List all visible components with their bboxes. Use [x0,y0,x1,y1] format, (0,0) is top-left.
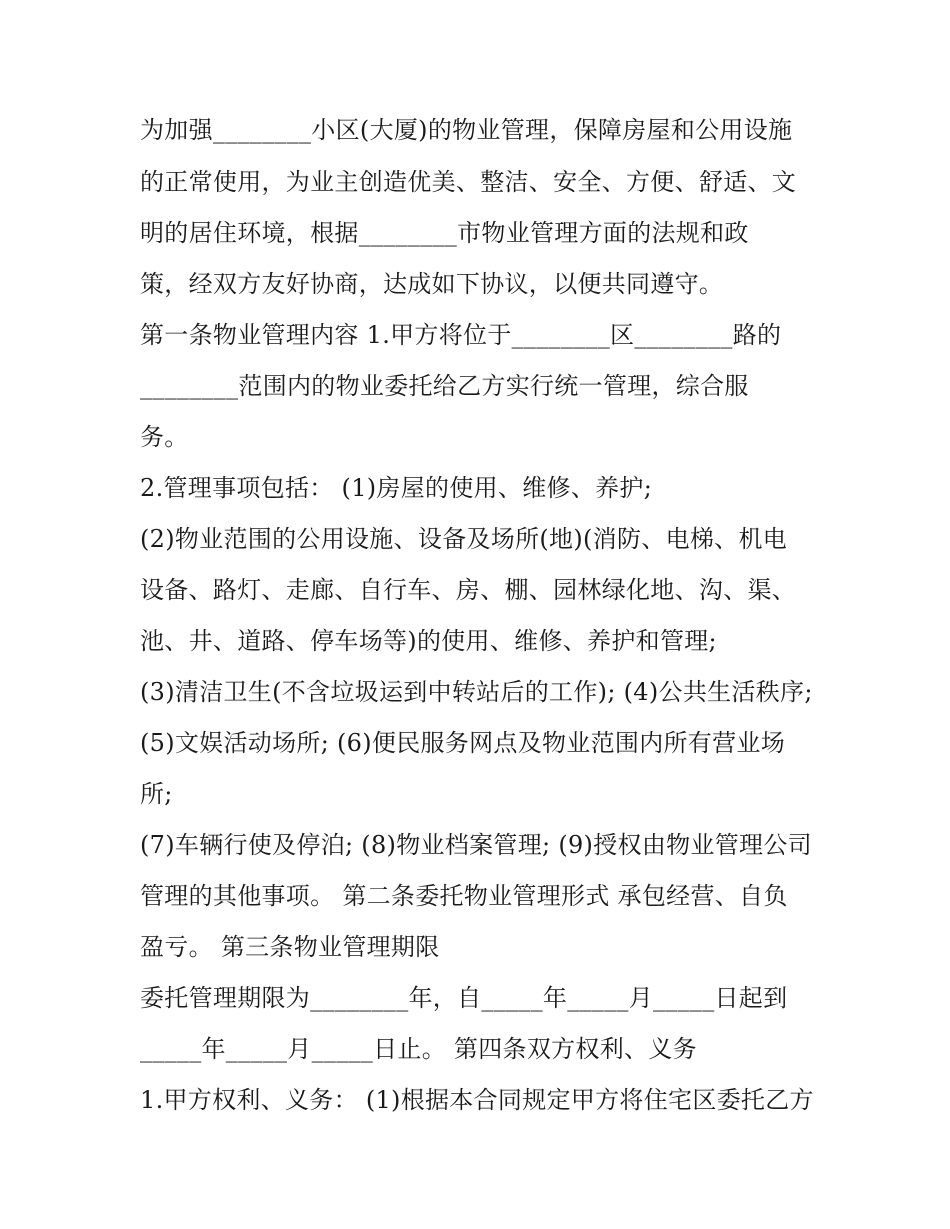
paragraph-line: 的正常使用，为业主创造优美、整洁、安全、方便、舒适、文 [140,168,797,196]
paragraph-line: 务。 [140,423,189,451]
paragraph-line: 明的居住环境，根据________市物业管理方面的法规和政 [140,219,749,247]
paragraph-line: 策，经双方友好协商，达成如下协议，以便共同遵守。 [140,270,724,298]
paragraph-line: (3)清洁卫生(不含垃圾运到中转站后的工作); (4)公共生活秩序; [140,678,813,706]
paragraph-line: 委托管理期限为________年，自_____年_____月_____日起到 [140,984,788,1012]
paragraph-line: 1.甲方权利、义务： (1)根据本合同规定甲方将住宅区委托乙方 [140,1086,814,1114]
paragraph-line: 为加强________小区(大厦)的物业管理，保障房屋和公用设施 [140,116,793,144]
paragraph-line: 设备、路灯、走廊、自行车、房、棚、园林绿化地、沟、渠、 [140,576,797,604]
paragraph-line: 第一条物业管理内容 1.甲方将位于________区________路的 [140,321,782,349]
paragraph-line: (5)文娱活动场所; (6)便民服务网点及物业范围内所有营业场 [140,729,786,757]
paragraph-line: (7)车辆行使及停泊; (8)物业档案管理; (9)授权由物业管理公司 [140,831,812,859]
paragraph-line: (2)物业范围的公用设施、设备及场所(地)(消防、电梯、机电 [140,525,788,553]
paragraph-line: _____年_____月_____日止。 第四条双方权利、义务 [140,1035,697,1063]
paragraph-line: 所; [140,780,173,808]
paragraph-line: 盈亏。 第三条物业管理期限 [140,933,440,961]
paragraph-line: 池、井、道路、停车场等)的使用、维修、养护和管理; [140,627,717,655]
paragraph-line: ________范围内的物业委托给乙方实行统一管理，综合服 [140,372,749,400]
paragraph-line: 2.管理事项包括： (1)房屋的使用、维修、养护; [140,474,653,502]
paragraph-line: 管理的其他事项。 第二条委托物业管理形式 承包经营、自负 [140,882,788,910]
